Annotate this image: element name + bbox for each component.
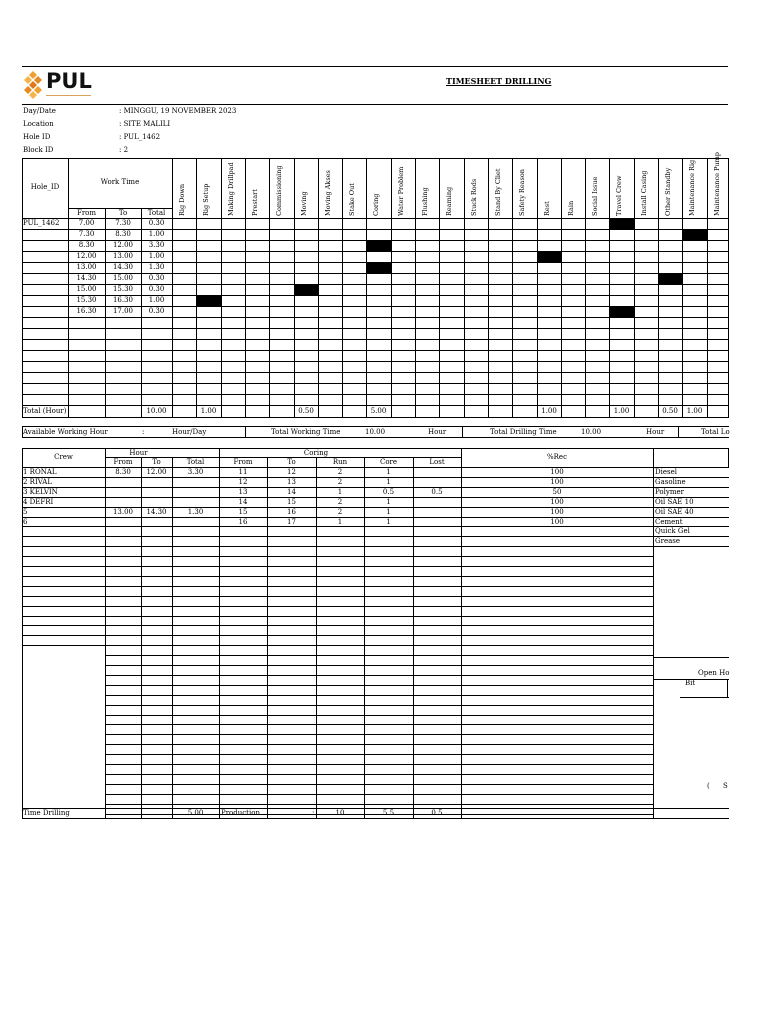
crew-name: 1 RONAL <box>23 468 57 476</box>
activity-total: 5.00 <box>370 407 387 415</box>
crew-name: 2 RIVAL <box>23 478 52 486</box>
activity-col-line <box>196 158 197 418</box>
to-cell: 13.00 <box>112 252 134 260</box>
total-cell: 1.00 <box>148 252 165 260</box>
coring-to: 15 <box>287 498 296 506</box>
to-cell: 17.00 <box>112 307 134 315</box>
info-value: : PUL_1462 <box>119 133 161 141</box>
activity-header: Stand By Cliet <box>494 168 502 216</box>
bit-line <box>680 697 729 698</box>
coring-run: 2 <box>337 468 343 476</box>
time-drilling-value: 5.00 <box>187 809 204 817</box>
activity-fill <box>683 230 707 240</box>
to-cell: 16.30 <box>112 296 134 304</box>
from-header: From <box>76 209 97 217</box>
crew-row-line <box>105 695 654 696</box>
activity-col-line <box>391 158 392 418</box>
activity-col-line <box>488 158 489 418</box>
work-time-header: Work Time <box>100 178 140 186</box>
material-item: Quick Gel <box>655 527 690 535</box>
coring-rec: 100 <box>550 468 564 476</box>
activity-col-line <box>634 158 635 418</box>
activity-col-line <box>585 158 586 418</box>
total-cell: 0.30 <box>148 219 165 227</box>
top-rule <box>22 66 728 67</box>
open-hole-label: Open Ho <box>698 669 730 677</box>
row-line <box>22 317 729 318</box>
material-item: Gasoline <box>655 478 686 486</box>
coring-from: 13 <box>238 488 248 496</box>
activity-col-line <box>415 158 416 418</box>
crew-row-line <box>22 606 654 607</box>
activity-col-line <box>172 158 173 418</box>
activity-col-line <box>221 158 222 418</box>
total-row-label: Total (Hour) <box>23 407 67 415</box>
coring-rec: 100 <box>550 508 564 516</box>
activity-header: Water Problem <box>397 166 405 216</box>
activity-col-line <box>464 158 465 418</box>
total-lo-label: Total Lo <box>701 428 730 436</box>
crew-row-line <box>22 576 654 577</box>
coring-run: 2 <box>337 478 343 486</box>
crew-row-line <box>105 784 654 785</box>
coring-header: Coring <box>303 449 329 457</box>
row-line <box>22 361 729 362</box>
row-line <box>22 383 729 384</box>
to-cell: 14.30 <box>112 263 134 271</box>
summary-col-line <box>245 426 246 438</box>
coring-rec: 100 <box>550 478 564 486</box>
document-title: TIMESHEET DRILLING <box>446 76 552 86</box>
coring-rec: 100 <box>550 518 564 526</box>
crew-row-line <box>22 635 654 636</box>
crew-name: 5 <box>23 508 28 516</box>
info-label: Day/Date <box>23 107 56 115</box>
crew-row-line <box>105 734 654 735</box>
activity-header: Rain <box>567 200 575 216</box>
row-line <box>22 339 729 340</box>
coring-core: 1 <box>386 508 391 516</box>
activity-fill <box>610 307 634 317</box>
hole-id-cell: PUL_1462 <box>23 219 60 227</box>
coring-lost: 0.5 <box>431 488 443 496</box>
total-cell: 1.00 <box>148 230 165 238</box>
to-cell: 15.30 <box>112 285 134 293</box>
activity-header: Maintenance Rig <box>688 159 696 216</box>
activity-header: Install Casing <box>640 170 648 216</box>
activity-fill <box>610 219 634 229</box>
total-cell: 1.00 <box>148 296 165 304</box>
activity-col-line <box>342 158 343 418</box>
activity-header: Reaming <box>445 186 453 216</box>
crew-row-line <box>105 804 654 805</box>
activity-col-line <box>707 158 708 418</box>
material-line <box>653 657 729 658</box>
coring-core: 1 <box>386 468 391 476</box>
material-item: Diesel <box>655 468 677 476</box>
production-colon: : <box>312 809 315 817</box>
crew-row-line <box>105 665 654 666</box>
from-cell: 8.30 <box>78 241 95 249</box>
crew-from: 8.30 <box>115 468 131 476</box>
crew-to: 12.00 <box>146 468 167 476</box>
total-cell: 3.30 <box>148 241 165 249</box>
coring-run: 1 <box>337 518 343 526</box>
row-line <box>22 328 729 329</box>
bit-line <box>727 679 728 698</box>
pul-logo-icon <box>22 69 44 103</box>
crew-row-line <box>22 536 654 537</box>
crew-row-line <box>105 764 654 765</box>
activity-col-line <box>366 158 367 418</box>
activity-header: Stake Out <box>348 183 356 216</box>
activity-total: 1.00 <box>200 407 217 415</box>
hour-label: Hour <box>646 428 665 436</box>
activity-col-line <box>728 158 729 418</box>
production-label: Production <box>221 809 260 817</box>
activity-col-line <box>245 158 246 418</box>
coring-core: 1 <box>386 478 391 486</box>
coring-rec: 50 <box>552 488 562 496</box>
activity-col-line <box>318 158 319 418</box>
activity-col-line <box>682 158 683 418</box>
from-cell: 15.00 <box>76 285 97 293</box>
hour-to-header: To <box>152 458 161 466</box>
total-cell: 0.30 <box>148 274 165 282</box>
summary-bottom <box>22 437 729 438</box>
from-cell: 14.30 <box>76 274 97 282</box>
crew-bottom <box>22 818 729 819</box>
hour-total-header: Total <box>186 458 205 466</box>
bit-label: Bit <box>685 679 696 687</box>
hole-id-header: Hole_ID <box>30 183 60 191</box>
hour-header: Hour <box>129 449 148 457</box>
from-cell: 15.30 <box>76 296 97 304</box>
hour-label: Hour <box>428 428 447 436</box>
total-working-value: 10.00 <box>365 428 386 436</box>
crew-row-line <box>22 566 654 567</box>
crew-row-line <box>22 586 654 587</box>
info-value: : MINGGU, 19 NOVEMBER 2023 <box>119 107 237 115</box>
from-cell: 13.00 <box>76 263 97 271</box>
activity-col-line <box>269 158 270 418</box>
crew-col-line <box>105 448 106 819</box>
activity-header: Rest <box>543 201 551 216</box>
run-header: Run <box>332 458 348 466</box>
crew-total: 3.30 <box>187 468 204 476</box>
coring-core: 0.5 <box>382 488 395 496</box>
activity-header: Travel Crew <box>615 175 623 216</box>
coring-to: 13 <box>287 478 296 486</box>
grid-bottom <box>22 417 729 418</box>
crew-row-line <box>22 625 654 626</box>
total-cell: 1.30 <box>148 263 165 271</box>
to-header: To <box>118 209 128 217</box>
available-label: Available Working Hour <box>23 428 108 436</box>
activity-fill <box>367 241 391 251</box>
coring-to: 16 <box>287 508 296 516</box>
to-cell: 12.00 <box>112 241 134 249</box>
crew-row-line <box>105 685 654 686</box>
row-line <box>22 350 729 351</box>
crew-row-line <box>22 556 654 557</box>
activity-col-line <box>439 158 440 418</box>
total-working-label: Total Working Time <box>271 428 341 436</box>
activity-total: 1.00 <box>686 407 703 415</box>
crew-header: Crew <box>54 453 73 461</box>
grand-total: 10.00 <box>146 407 167 415</box>
crew-to: 14.30 <box>146 508 167 516</box>
crew-row-line <box>105 724 654 725</box>
summary-colon: : <box>142 428 145 436</box>
material-line <box>653 546 729 547</box>
to-cell: 7.30 <box>115 219 131 227</box>
activity-col-line <box>561 158 562 418</box>
from-cell: 16.30 <box>76 307 97 315</box>
activity-header: Other Standby <box>664 167 672 216</box>
paren-label: ( <box>707 782 710 790</box>
production-lost: 0.5 <box>431 809 443 817</box>
row-line <box>22 372 729 373</box>
to-cell: 8.30 <box>115 230 131 238</box>
header-bottom-rule <box>22 104 728 105</box>
total-drilling-value: 10.00 <box>581 428 602 436</box>
activity-fill <box>659 274 682 284</box>
material-item: Cement <box>655 518 683 526</box>
production-core: 5.5 <box>382 809 395 817</box>
coring-to: 17 <box>287 518 296 526</box>
activity-header: Prestart <box>251 189 259 216</box>
activity-col-line <box>658 158 659 418</box>
total-header: Total <box>147 209 166 217</box>
coring-from: 12 <box>238 478 248 486</box>
activity-header: Stuck Rods <box>470 178 478 216</box>
activity-header: Commissioning <box>275 165 283 216</box>
coring-core: 1 <box>386 498 391 506</box>
coring-run: 2 <box>337 498 343 506</box>
crew-name: 3 KELVIN <box>23 488 58 496</box>
coring-run: 1 <box>337 488 343 496</box>
coring-to: 12 <box>287 468 296 476</box>
coring-from: 14 <box>238 498 248 506</box>
activity-header: Maintenance Pump <box>713 152 721 216</box>
info-label: Location <box>23 120 54 128</box>
from-cell: 7.00 <box>78 219 95 227</box>
from-cell: 7.30 <box>78 230 95 238</box>
activity-total: 1.00 <box>541 407 557 415</box>
hour-from-header: From <box>113 458 133 466</box>
hour-day-label: Hour/Day <box>172 428 207 436</box>
summary-col-line <box>678 426 679 438</box>
crew-row-line <box>22 546 654 547</box>
crew-name: 4 DEFRI <box>23 498 54 506</box>
activity-col-line <box>537 158 538 418</box>
total-drilling-label: Total Drilling Time <box>490 428 557 436</box>
info-value: : 2 <box>119 146 129 154</box>
coring-to: 14 <box>287 488 296 496</box>
activity-col-line <box>609 158 610 418</box>
activity-fill <box>538 252 561 262</box>
crew-row-line <box>105 705 654 706</box>
activity-header: Coring <box>372 193 380 216</box>
coring-rec: 100 <box>550 498 564 506</box>
crew-row-line <box>105 754 654 755</box>
crew-row-line <box>105 655 654 656</box>
activity-header: Rig Down <box>178 183 186 216</box>
activity-fill <box>197 296 221 306</box>
activity-header: Safety Reason <box>518 169 526 216</box>
activity-total: 1.00 <box>613 407 630 415</box>
summary-top <box>22 426 729 427</box>
activity-fill <box>367 263 391 273</box>
crew-row-line <box>105 715 654 716</box>
material-item: Polymer <box>655 488 684 496</box>
material-item: Oil SAE 10 <box>655 498 694 506</box>
activity-fill <box>295 285 318 295</box>
s-label: S <box>723 782 728 790</box>
activity-col-line <box>512 158 513 418</box>
row-line <box>22 405 729 406</box>
activity-header: Flushing <box>421 187 429 216</box>
crew-total: 1.30 <box>187 508 204 516</box>
coring-run: 2 <box>337 508 343 516</box>
crew-col-line <box>653 448 654 819</box>
logo-subtitle <box>46 94 91 97</box>
grid-left <box>22 158 23 418</box>
crew-row-line <box>22 645 654 646</box>
activity-header: Making Drillpad <box>227 162 235 216</box>
crew-row-line <box>105 744 654 745</box>
info-value: : SITE MALILI <box>119 120 171 128</box>
logo-text: PUL <box>46 69 92 93</box>
activity-header: Moving Akses <box>324 170 332 216</box>
grid-top <box>22 158 729 159</box>
coring-from: 15 <box>238 508 248 516</box>
crew-row-line <box>22 616 654 617</box>
info-label: Block ID <box>23 146 54 154</box>
time-drilling-label: Time Drilling <box>23 809 70 817</box>
coring-from: 11 <box>238 468 248 476</box>
crew-row-line <box>105 675 654 676</box>
crew-col-line <box>728 448 729 468</box>
activity-header: Moving <box>300 191 308 216</box>
coring-from-header: From <box>233 458 253 466</box>
coring-core: 1 <box>386 518 391 526</box>
row-line <box>22 394 729 395</box>
coring-to-header: To <box>287 458 296 466</box>
crew-row-line <box>105 794 654 795</box>
material-item: Oil SAE 40 <box>655 508 694 516</box>
production-run: 10 <box>335 809 345 817</box>
material-item: Grease <box>655 537 680 545</box>
lost-header: Lost <box>429 458 445 466</box>
total-cell: 0.30 <box>148 307 165 315</box>
activity-total: 0.50 <box>298 407 314 415</box>
crew-name: 6 <box>23 518 28 526</box>
activity-total: 0.50 <box>662 407 678 415</box>
rec-header: %Rec <box>547 453 567 461</box>
coring-from: 16 <box>238 518 248 526</box>
activity-header: Rig Setup <box>202 183 210 216</box>
total-cell: 0.30 <box>148 285 165 293</box>
crew-from: 13.00 <box>112 508 134 516</box>
to-cell: 15.00 <box>112 274 134 282</box>
core-header: Core <box>379 458 398 466</box>
crew-col-line <box>413 457 414 819</box>
from-cell: 12.00 <box>76 252 97 260</box>
activity-header: Social Issue <box>591 176 599 216</box>
summary-col-line <box>462 426 463 438</box>
info-label: Hole ID <box>23 133 51 141</box>
crew-row-line <box>22 596 654 597</box>
crew-row-line <box>105 774 654 775</box>
